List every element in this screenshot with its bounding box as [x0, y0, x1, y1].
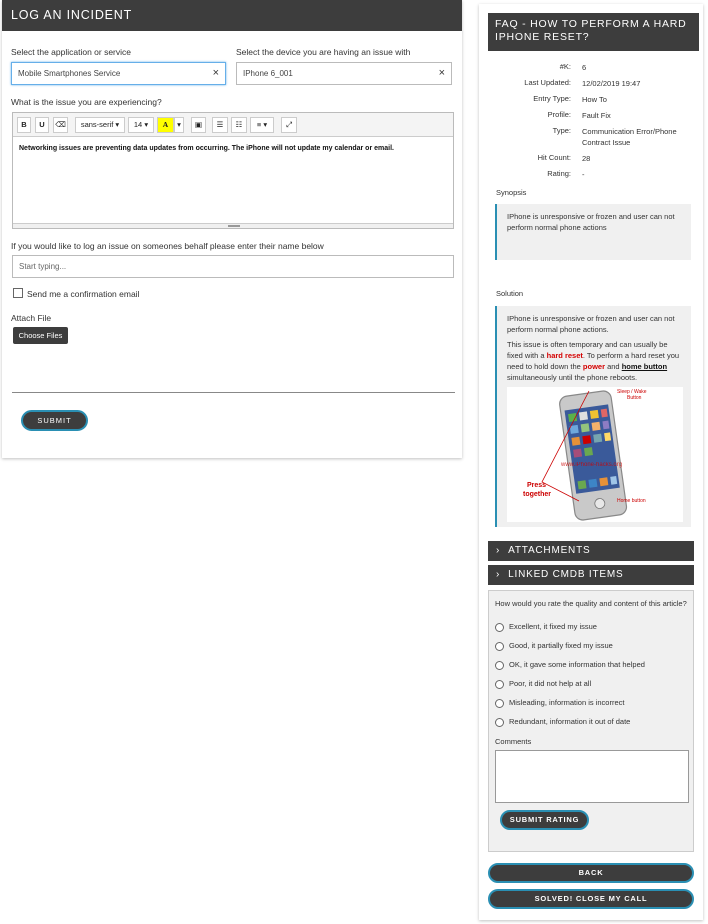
font-size-dropdown[interactable]: 14 ▾ — [128, 117, 154, 133]
synopsis-text: IPhone is unresponsive or frozen and user can not perform normal phone actions — [507, 212, 675, 232]
confirmation-label: Send me a confirmation email — [27, 289, 140, 299]
meta-value: How To — [582, 95, 607, 104]
synopsis-label: Synopsis — [496, 188, 527, 197]
issue-editor[interactable] — [12, 112, 454, 229]
meta-label: #K: — [559, 62, 571, 71]
rating-option-label: Excellent, it fixed my issue — [509, 622, 597, 631]
linked-cmdb-accordion[interactable] — [488, 565, 694, 585]
linked-cmdb-label: LINKED CMDB ITEMS — [508, 569, 624, 580]
rating-option-label: Good, it partially fixed my issue — [509, 641, 613, 650]
chevron-right-icon: › — [496, 545, 501, 556]
comments-textarea[interactable] — [495, 750, 689, 803]
solution-text-d: simultaneously until the phone reboots. — [507, 373, 638, 382]
text-color-icon[interactable]: A — [157, 117, 174, 133]
app-clear-icon[interactable]: × — [212, 67, 219, 79]
meta-value: Communication Error/Phone Contract Issue — [582, 127, 677, 147]
solution-callout — [495, 306, 691, 527]
rating-option[interactable] — [495, 678, 591, 689]
unordered-list-icon[interactable]: ☰ — [212, 117, 228, 133]
device-clear-icon[interactable]: × — [438, 67, 445, 79]
editor-resize-bar[interactable] — [13, 223, 453, 228]
rating-option-label: Poor, it did not help at all — [509, 679, 592, 688]
meta-label: Last Updated: — [524, 78, 571, 87]
picture-icon[interactable]: ▣ — [191, 117, 206, 133]
rating-option[interactable] — [495, 621, 597, 632]
app-select-label: Select the application or service — [11, 47, 132, 57]
solution-paragraph-2 — [507, 339, 681, 383]
confirmation-checkbox[interactable] — [13, 288, 23, 298]
radio-button[interactable] — [495, 718, 504, 727]
ordered-list-icon[interactable]: ☷ — [231, 117, 247, 133]
log-incident-panel — [2, 0, 462, 458]
app-select[interactable] — [11, 62, 226, 85]
rating-option[interactable] — [495, 716, 630, 727]
meta-value: - — [582, 170, 585, 179]
attachments-accordion[interactable] — [488, 541, 694, 561]
faq-title: FAQ - HOW TO PERFORM A HARD IPHONE RESET? — [488, 13, 699, 51]
meta-value: 28 — [582, 154, 591, 163]
rating-form — [488, 590, 694, 852]
choose-files-button[interactable]: Choose Files — [13, 327, 68, 344]
solution-text-b: . To perform a hard reset you need to hold down the — [507, 351, 680, 371]
hard-reset-text: hard reset — [546, 351, 583, 360]
rating-question: How would you rate the quality and content of this article? — [495, 599, 687, 608]
meta-label: Hit Count: — [537, 153, 571, 162]
editor-toolbar — [13, 113, 453, 137]
log-incident-title: LOG AN INCIDENT — [2, 0, 462, 31]
submit-button[interactable]: SUBMIT — [21, 410, 88, 431]
eraser-icon[interactable]: ⌫ — [53, 117, 68, 133]
press-label-line1: Press — [527, 482, 547, 489]
meta-label: Profile: — [547, 110, 571, 119]
meta-value: 6 — [582, 63, 587, 72]
press-label-line2: together — [523, 491, 551, 498]
radio-button[interactable] — [495, 699, 504, 708]
align-dropdown[interactable]: ≡ ▾ — [250, 117, 274, 133]
rating-option[interactable] — [495, 640, 613, 651]
submit-rating-button[interactable]: SUBMIT RATING — [500, 810, 589, 830]
svg-text:Press together — [523, 482, 551, 498]
solution-text-c: and — [605, 362, 622, 371]
font-family-dropdown[interactable]: sans-serif ▾ — [75, 117, 125, 133]
rating-option[interactable] — [495, 697, 624, 708]
attachments-label: ATTACHMENTS — [508, 545, 591, 556]
solution-label: Solution — [496, 289, 524, 298]
bold-button[interactable]: B — [17, 117, 31, 133]
chevron-right-icon: › — [496, 569, 501, 580]
home-button-label: Home button — [617, 498, 646, 504]
radio-button[interactable] — [495, 642, 504, 651]
meta-label: Entry Type: — [533, 94, 571, 103]
home-button-text: home button — [621, 362, 668, 371]
rating-option-label: Misleading, information is incorrect — [509, 698, 625, 707]
issue-text[interactable]: Networking issues are preventing data updates from occurring. The iPhone will not update my calendar or email. — [19, 145, 394, 152]
synopsis-callout — [495, 204, 691, 260]
radio-button[interactable] — [495, 623, 504, 632]
meta-value: 12/02/2019 19:47 — [582, 79, 641, 88]
meta-label: Rating: — [547, 169, 571, 178]
behalf-input[interactable]: Start typing... — [12, 255, 454, 278]
device-select[interactable] — [236, 62, 452, 85]
meta-label: Type: — [552, 126, 571, 135]
rating-option-label: Redundant, information it out of date — [509, 717, 631, 726]
fullscreen-icon[interactable]: ⤢ — [281, 117, 297, 133]
comments-label: Comments — [495, 737, 532, 746]
iphone-reset-image — [507, 387, 683, 522]
faq-panel — [479, 4, 703, 920]
svg-text:Sleep / WakeButton: Sleep / Wake Button — [617, 389, 647, 401]
meta-value: Fault Fix — [582, 111, 611, 120]
radio-button[interactable] — [495, 680, 504, 689]
back-button[interactable]: BACK — [488, 863, 694, 883]
rating-option-label: OK, it gave some information that helped — [509, 660, 645, 669]
radio-button[interactable] — [495, 661, 504, 670]
rating-option[interactable] — [495, 659, 645, 670]
color-caret-icon[interactable]: ▾ — [174, 117, 184, 133]
power-text: power — [582, 362, 605, 371]
iphone-illustration — [507, 387, 683, 522]
watermark-text: www.iPhone-hacks.org — [561, 462, 623, 468]
device-select-value: IPhone 6_001 — [243, 69, 293, 78]
resize-grip-icon[interactable] — [228, 225, 240, 227]
attach-label: Attach File — [11, 313, 52, 323]
underline-button[interactable]: U — [35, 117, 49, 133]
app-select-value: Mobile Smartphones Service — [18, 69, 121, 78]
form-divider — [12, 392, 455, 393]
issue-label: What is the issue you are experiencing? — [11, 97, 162, 107]
solution-text-a: This issue is often temporary and can usually be fixed with a — [507, 340, 668, 360]
behalf-label: If you would like to log an issue on someones behalf please enter their name below — [11, 241, 324, 251]
solution-paragraph-1: IPhone is unresponsive or frozen and user can not perform normal phone actions. — [507, 314, 675, 334]
device-select-label: Select the device you are having an issue with — [236, 47, 411, 57]
solved-close-call-button[interactable]: SOLVED! CLOSE MY CALL — [488, 889, 694, 909]
